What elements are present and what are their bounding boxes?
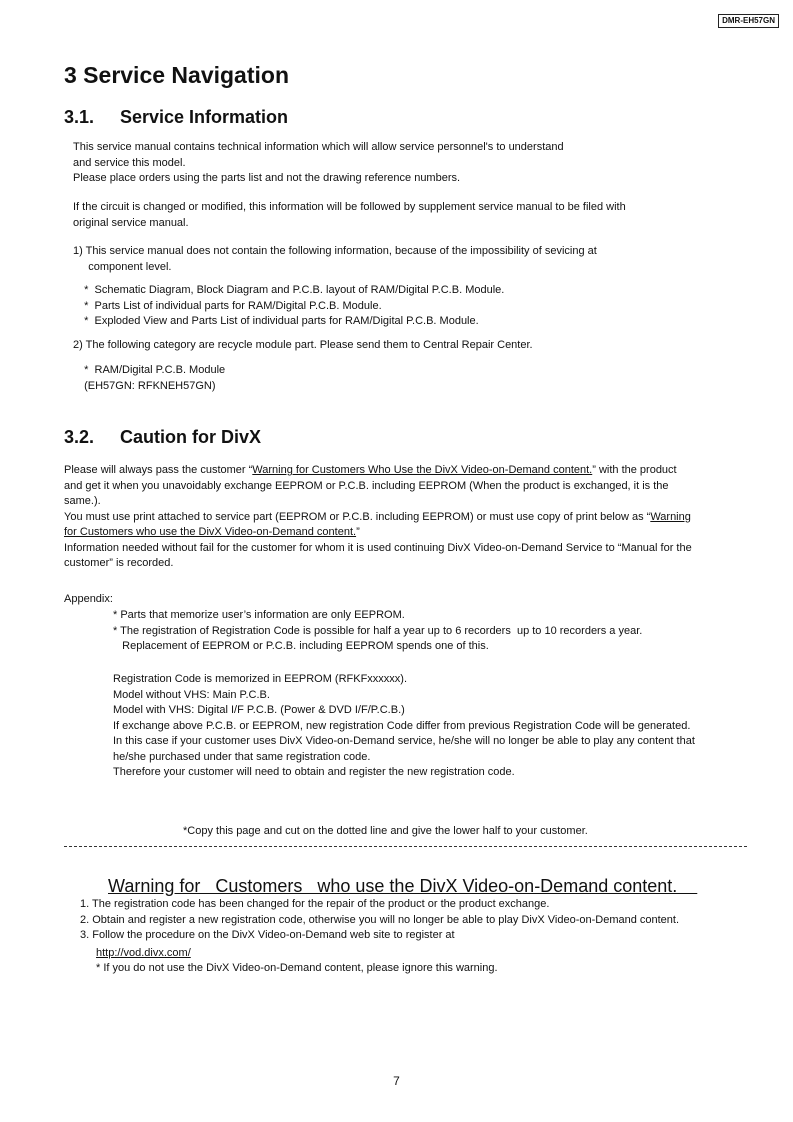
list-item: * RAM/Digital P.C.B. Module [78,364,226,376]
appendix-label: Appendix: [64,593,113,605]
paragraph-line: Model with VHS: Digital I/F P.C.B. (Power & DVD I/F/P.C.B.) [113,704,405,716]
divx-url-link[interactable]: http://vod.divx.com/ [96,947,191,959]
list-item: * Exploded View and Parts List of individual parts for RAM/Digital P.C.B. Module. [78,315,479,327]
paragraph-line: Please place orders using the parts list and not the drawing reference numbers. [73,172,461,184]
appendix-details [113,672,695,781]
paragraph-line: If the circuit is changed or modified, this information will be followed by supplement service manual to be filed with [73,201,626,213]
list-item: * The registration of Registration Code is possible for half a year up to 6 recorders up to 10 recorders a year. [113,624,643,637]
warning-reference-link: Warning for Customers Who Use the DivX Video-on-Demand content. [252,464,593,476]
warning-list [80,897,679,944]
paragraph-line: 1) This service manual does not contain the following information, because of the impossibility of sevicing at [73,245,597,257]
paragraph-line: Therefore your customer will need to obtain and register the new registration code. [113,766,515,778]
chapter-title: 3 Service Navigation [64,62,289,88]
list-item: 3. Follow the procedure on the DivX Video-on-Demand web site to register at [80,929,455,941]
section-3-2-heading [64,427,261,448]
service-info-intro [73,140,564,187]
text-run: ” [356,526,360,538]
paragraph-line: In this case if your customer uses DivX Video-on-Demand service, he/she will no longer be able to play any content that [113,735,695,747]
text-run: ” with the product [592,464,677,476]
paragraph-line: customer” is recorded. [64,557,174,569]
list-item: * Schematic Diagram, Block Diagram and P.C.B. layout of RAM/Digital P.C.B. Module. [78,284,505,296]
paragraph-line: Information needed without fail for the customer for whom it is used continuing DivX Video-on-Demand Service to “Manual for the [64,541,692,554]
warning-reference-link: for Customers who use the DivX Video-on-Demand content. [64,526,357,538]
paragraph-line [64,525,692,541]
list-item: * Parts that memorize user’s information are only EEPROM. [113,609,405,621]
text-run: Please will always pass the customer “ [64,464,253,476]
item-2-bullets [78,363,225,394]
section-title: Caution for DivX [120,427,262,447]
paragraph-line: Model without VHS: Main P.C.B. [113,688,270,701]
warning-ignore-note: * If you do not use the DivX Video-on-Demand content, please ignore this warning. [96,962,498,974]
paragraph-line: component level. [73,260,172,273]
appendix-notes [113,608,642,655]
paragraph-line: This service manual contains technical information which will allow service personnel's to understand [73,141,564,153]
paragraph-line: and service this model. [73,156,186,169]
list-item: 1. The registration code has been changed for the repair of the product or the product exchange. [80,898,550,910]
paragraph-line [64,463,692,479]
paragraph-line: and get it when you unavoidably exchange EEPROM or P.C.B. including EEPROM (When the product is exchanged, it is the [64,479,669,492]
paragraph-line: same.). [64,495,101,507]
section-number: 3.1. [64,107,95,127]
warning-title [108,876,697,897]
paragraph-line: 2) The following category are recycle module part. Please send them to Central Repair Center. [73,339,533,351]
cut-line [64,846,747,847]
page-number: 7 [393,1074,400,1088]
list-item: 2. Obtain and register a new registration code, otherwise you will no longer be able to play DivX Video-on-Demand content. [80,913,680,926]
list-item: Replacement of EEPROM or P.C.B. including EEPROM spends one of this. [113,640,489,652]
model-number-box: DMR-EH57GN [718,14,779,28]
item-2 [73,338,533,354]
copy-instruction: *Copy this page and cut on the dotted line and give the lower half to your customer. [183,825,588,837]
paragraph-line: Registration Code is memorized in EEPROM (RFKFxxxxxx). [113,673,408,685]
section-title: Service Information [120,107,289,127]
item-1 [73,244,597,275]
warning-reference-link: Warning [650,510,691,523]
item-1-bullets [78,283,504,330]
divx-caution-text [64,463,692,572]
section-number: 3.2. [64,427,95,447]
paragraph-line: he/she purchased under that same registration code. [113,750,371,763]
paragraph-line: original service manual. [73,216,189,229]
paragraph-line [64,510,692,526]
text-run: You must use print attached to service part (EEPROM or P.C.B. including EEPROM) or must use copy of print below as “ [64,510,651,523]
circuit-change-paragraph [73,200,626,231]
section-3-1-heading [64,107,288,128]
list-item: * Parts List of individual parts for RAM/Digital P.C.B. Module. [78,299,382,312]
paragraph-line: If exchange above P.C.B. or EEPROM, new registration Code differ from previous Registration Code will be generated. [113,719,691,732]
list-item: (EH57GN: RFKNEH57GN) [78,379,216,392]
warning-title-text: Warning for Customers who use the DivX Video-on-Demand content. [108,876,698,896]
